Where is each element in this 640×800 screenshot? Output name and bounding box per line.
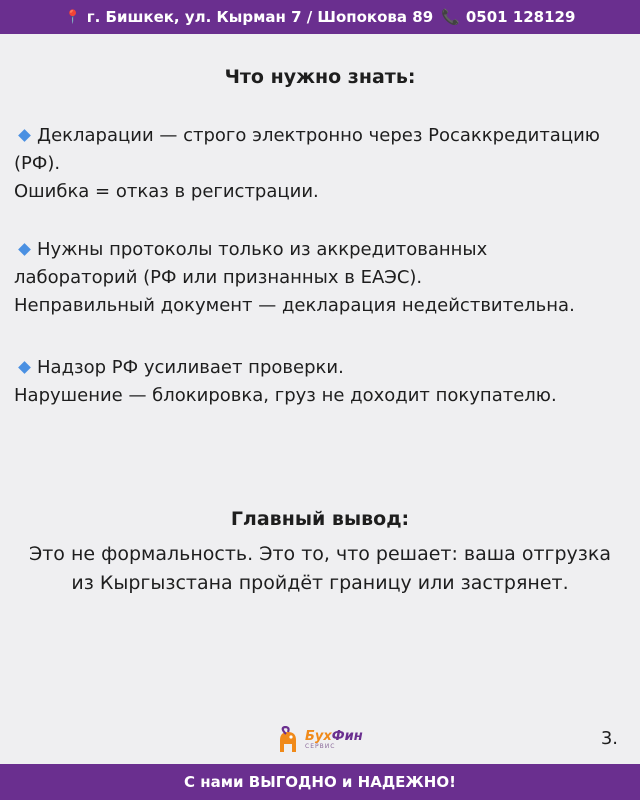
location-pin-icon: 📍 — [64, 9, 81, 25]
point-line — [14, 122, 636, 150]
point-line: Нарушение — блокировка, груз не доходит покупателю. — [14, 385, 557, 406]
conclusion-line: из Кыргызстана пройдёт границу или застрянет. — [71, 572, 569, 594]
company-logo — [276, 726, 363, 754]
top-contact-bar — [0, 0, 640, 34]
conclusion-title: Главный вывод: — [230, 508, 410, 530]
point-text: Надзор РФ усиливает проверки. — [37, 357, 344, 378]
info-point-2 — [14, 236, 636, 320]
phone-icon: 📞 — [441, 8, 460, 26]
section-title: Что нужно знать: — [224, 66, 416, 88]
bottom-slogan-bar — [0, 764, 640, 800]
point-line: Неправильный документ — декларация недействительна. — [14, 295, 575, 316]
point-text: Декларации — строго электронно через Росаккредитацию — [37, 125, 600, 146]
point-text: Нужны протоколы только из аккредитованных — [37, 239, 488, 260]
point-line — [14, 354, 636, 382]
page-number: 3. — [600, 728, 618, 749]
blue-diamond-icon — [18, 243, 31, 256]
info-point-1 — [14, 122, 636, 206]
ram-logo-icon — [276, 726, 302, 754]
conclusion-text — [0, 540, 640, 598]
logo-part-1: Бух — [305, 728, 332, 744]
point-line — [14, 236, 636, 264]
point-line: лабораторий (РФ или признанных в ЕАЭС). — [14, 267, 423, 288]
blue-diamond-icon — [18, 129, 31, 142]
point-line: Ошибка = отказ в регистрации. — [14, 181, 319, 202]
slogan-text: С нами ВЫГОДНО и НАДЕЖНО! — [184, 773, 456, 791]
phone-number: 0501 128129 — [465, 8, 576, 26]
info-point-3 — [14, 354, 636, 410]
logo-part-2: Фин — [331, 728, 363, 744]
address-text: г. Бишкек, ул. Кырман 7 / Шопокова 89 — [86, 8, 434, 26]
blue-diamond-icon — [18, 361, 31, 374]
point-line: (РФ). — [14, 153, 61, 174]
logo-subtitle: СЕРВИС — [305, 742, 336, 750]
conclusion-line: Это не формальность. Это то, что решает: ваша отгрузка — [28, 543, 612, 565]
